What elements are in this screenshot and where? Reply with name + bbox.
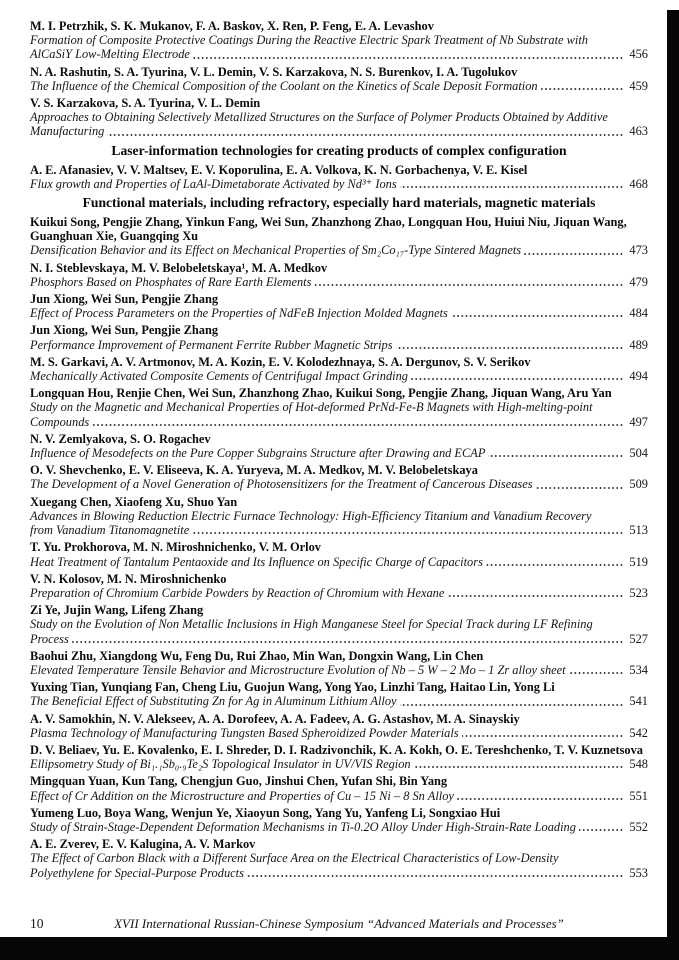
entry-title: Study of Strain-Stage-Dependent Deformation Mechanisms in Ti-0.2O Alloy Under High-Strain-Rate Loading [30,820,579,834]
toc-entry [30,65,648,93]
entry-authors: M. I. Petrzhik, S. K. Mukanov, F. A. Baskov, X. Ren, P. Feng, E. A. Levashov [30,19,434,33]
entry-page-number: 479 [623,275,648,289]
entry-title: Study on the Evolution of Non Metallic Inclusions in High Manganese Steel for Special Track during LF Refining Process [30,617,593,646]
entry-title: Flux growth and Properties of LaAl-Dimetaborate Activated by Nd³⁺ Ions [30,177,400,191]
footer-symposium-title: XVII International Russian-Chinese Symposium “Advanced Materials and Processes” [114,916,564,931]
entry-title-row [30,243,648,257]
entry-title: Elevated Temperature Tensile Behavior and Microstructure Evolution of Nb – 5 W – 2 Mo – 1 Zr alloy sheet [30,663,569,677]
entry-title-row [30,400,648,428]
entry-page-number: 519 [623,555,648,569]
entry-title-row [30,663,648,677]
entry-page-number: 534 [623,663,648,677]
section-heading: Laser-information technologies for creating products of complex configuration [111,142,567,158]
entry-title: Formation of Composite Protective Coatings During the Reactive Electric Spark Treatment of Nb Substrate with AlCaSiY Low-Melting Electrode [30,33,588,62]
entry-page-number: 473 [623,243,648,257]
entry-authors: A. E. Zverev, E. V. Kalugina, A. V. Markov [30,837,256,852]
entry-authors: D. V. Beliaev, Yu. E. Kovalenko, E. I. Shreder, D. I. Radzivonchik, K. A. Kokh, O. E. Tereshchenko, T. V. Kuznetsova [30,742,644,757]
entry-title: Advances in Blowing Reduction Electric Furnace Technology: High-Efficiency Titanium and Vanadium Recovery from Vanadium Titanomagnetite [30,508,592,538]
entry-title-row [30,586,648,600]
entry-authors: N. A. Rashutin, S. A. Tyurina, V. L. Demin, V. S. Karzakova, N. S. Burenkov, I. A. Tugolukov [30,64,518,79]
entry-title: Plasma Technology of Manufacturing Tungsten Based Spheroidized Powder Materials [30,726,462,740]
entry-title: Approaches to Obtaining Selectively Metallized Structures on the Surface of Polymer Products Obtained by Additive Manufacturing [30,110,608,139]
entry-page-number: 523 [623,586,648,600]
entry-authors: Zi Ye, Jujin Wang, Lifeng Zhang [30,603,204,618]
entry-authors: M. S. Garkavi, A. V. Artmonov, M. A. Kozin, E. V. Kolodezhnaya, S. A. Dergunov, S. V. Serikov [30,354,531,369]
toc-entry [30,837,648,880]
entry-title-row [30,446,648,460]
toc-entry [30,540,648,568]
section-heading: Functional materials, including refractory, especially hard materials, magnetic materials [82,195,596,211]
entry-title-row [30,509,648,537]
toc-entry [30,163,648,191]
entry-authors: Jun Xiong, Wei Sun, Pengjie Zhang [30,292,219,307]
entry-title: Effect of Process Parameters on the Properties of NdFeB Injection Molded Magnets [30,306,451,320]
entry-authors: O. V. Shevchenko, E. V. Eliseeva, K. A. Yuryeva, M. A. Medkov, M. V. Belobeletskaya [30,463,478,478]
entry-page-number: 494 [623,369,648,383]
entry-title: Mechanically Activated Composite Cements of Centrifugal Impact Grinding [30,369,411,383]
entry-title-row [30,851,648,879]
entry-title: Heat Treatment of Tantalum Pentaoxide and Its Influence on Specific Charge of Capacitors [30,555,486,569]
toc-entry [30,603,648,646]
entry-page-number: 527 [623,632,648,646]
entry-title: Densification Behavior and its Effect on Mechanical Properties of Sm₂Co₁₇-Type Sintered Magnets [30,243,524,257]
entry-title: Phosphors Based on Phosphates of Rare Earth Elements [30,275,314,289]
toc-entry [30,355,648,383]
toc-entry [30,572,648,600]
entry-title: Performance Improvement of Permanent Ferrite Rubber Magnetic Strips [30,338,396,352]
entry-authors: T. Yu. Prokhorova, M. N. Miroshnichenko, V. M. Orlov [30,540,321,555]
entry-authors: Kuikui Song, Pengjie Zhang, Yinkun Fang, Wei Sun, Zhanzhong Zhao, Longquan Hou, Huiui Niu, Jiquan Wang, Guanghuan Xie, Guangqing Xu [30,215,627,244]
entry-title-row [30,110,648,138]
table-of-contents [30,19,648,883]
entry-title-row [30,789,648,803]
entry-page-number: 509 [623,477,648,491]
toc-entry [30,19,648,62]
toc-entry [30,774,648,802]
entry-page-number: 552 [623,820,648,834]
entry-title-row [30,726,648,740]
entry-title-row [30,555,648,569]
entry-title-row [30,33,648,61]
entry-title-row [30,477,648,491]
entry-page-number: 484 [623,306,648,320]
entry-title-row [30,306,648,320]
entry-authors: Yumeng Luo, Boya Wang, Wenjun Ye, Xiaoyun Song, Yang Yu, Yanfeng Li, Songxiao Hui [30,805,501,820]
entry-title: The Development of a Novel Generation of Photosensitizers for the Treatment of Cancerous Diseases [30,477,536,491]
entry-authors: N. V. Zemlyakova, S. O. Rogachev [30,431,211,446]
entry-page-number: 463 [623,124,648,138]
entry-authors: Yuxing Tian, Yunqiang Fan, Cheng Liu, Guojun Wang, Yong Yao, Linzhi Tang, Haitao Lin, Yong Li [30,680,555,695]
entry-title-row [30,694,648,708]
entry-page-number: 504 [623,446,648,460]
toc-entry [30,261,648,289]
entry-authors: Jun Xiong, Wei Sun, Pengjie Zhang [30,323,219,338]
toc-entry [30,495,648,538]
entry-page-number: 542 [623,726,648,740]
entry-authors: A. V. Samokhin, N. V. Alekseev, A. A. Dorofeev, A. A. Fadeev, A. G. Astashov, M. A. Sinayskiy [30,711,520,726]
entry-page-number: 489 [623,338,648,352]
entry-title-row [30,177,648,191]
entry-page-number: 497 [623,415,648,429]
entry-title: Study on the Magnetic and Mechanical Properties of Hot-deformed PrNd-Fe-B Magnets with High-melting-point Compounds [30,400,593,429]
entry-title-row [30,79,648,93]
scan-edge-bottom [0,937,679,960]
entry-page-number: 513 [623,523,648,537]
toc-entry [30,323,648,351]
entry-title-row [30,820,648,834]
toc-entry [30,743,648,771]
entry-page-number: 553 [623,866,648,880]
entry-title-row [30,338,648,352]
toc-entry [30,386,648,429]
entry-page-number: 459 [623,79,648,93]
entry-authors: N. I. Steblevskaya, M. V. Belobeletskaya¹, M. A. Medkov [30,260,328,275]
entry-page-number: 541 [623,694,648,708]
entry-title: Effect of Cr Addition on the Microstructure and Properties of Cu – 15 Ni – 8 Sn Alloy [30,789,457,803]
entry-title: Influence of Mesodefects on the Pure Copper Subgrains Structure after Drawing and ECAP [30,446,488,460]
entry-page-number: 551 [623,789,648,803]
entry-page-number: 548 [623,757,648,771]
page-footer [30,916,648,931]
entry-title: The Effect of Carbon Black with a Different Surface Area on the Electrical Characteristics of Low-Density Polyethylene for Special-Purpose Products [30,851,559,880]
entry-title: The Beneficial Effect of Substituting Zn for Ag in Aluminum Lithium Alloy [30,694,400,708]
toc-entry [30,649,648,677]
footer-page-number: 10 [30,916,44,931]
entry-authors: Mingquan Yuan, Kun Tang, Chengjun Guo, Jinshui Chen, Yufan Shi, Bin Yang [30,774,448,789]
entry-page-number: 456 [623,47,648,61]
entry-authors: Xuegang Chen, Xiaofeng Xu, Shuo Yan [30,494,238,509]
toc-entry [30,463,648,491]
entry-authors: A. E. Afanasiev, V. V. Maltsev, E. V. Koporulina, E. A. Volkova, K. N. Gorbachenya, V. E. Kisel [30,162,528,177]
entry-authors: V. N. Kolosov, M. N. Miroshnichenko [30,571,227,586]
entry-title-row [30,369,648,383]
entry-title-row [30,275,648,289]
entry-authors: Baohui Zhu, Xiangdong Wu, Feng Du, Rui Zhao, Min Wan, Dongxin Wang, Lin Chen [30,648,484,663]
toc-entry [30,806,648,834]
entry-title: Preparation of Chromium Carbide Powders by Reaction of Chromium with Hexane [30,586,447,600]
toc-entry [30,680,648,708]
toc-entry [30,432,648,460]
entry-title: The Influence of the Chemical Composition of the Coolant on the Kinetics of Scale Deposit Formation [30,79,541,93]
scan-edge-right [667,10,679,960]
toc-entry [30,292,648,320]
entry-authors: Longquan Hou, Renjie Chen, Wei Sun, Zhanzhong Zhao, Kuikui Song, Pengjie Zhang, Jiquan Wang, Aru Yan [30,386,612,401]
toc-entry [30,215,648,258]
entry-title: Ellipsometry Study of Bi₁.₁Sb₀.₉Te₂S Topological Insulator in UV/VIS Region [30,757,414,771]
entry-title-row [30,757,648,771]
toc-entry [30,712,648,740]
entry-page-number: 468 [623,177,648,191]
entry-title-row [30,617,648,645]
entry-authors: V. S. Karzakova, S. A. Tyurina, V. L. Demin [30,96,261,111]
toc-entry [30,96,648,139]
